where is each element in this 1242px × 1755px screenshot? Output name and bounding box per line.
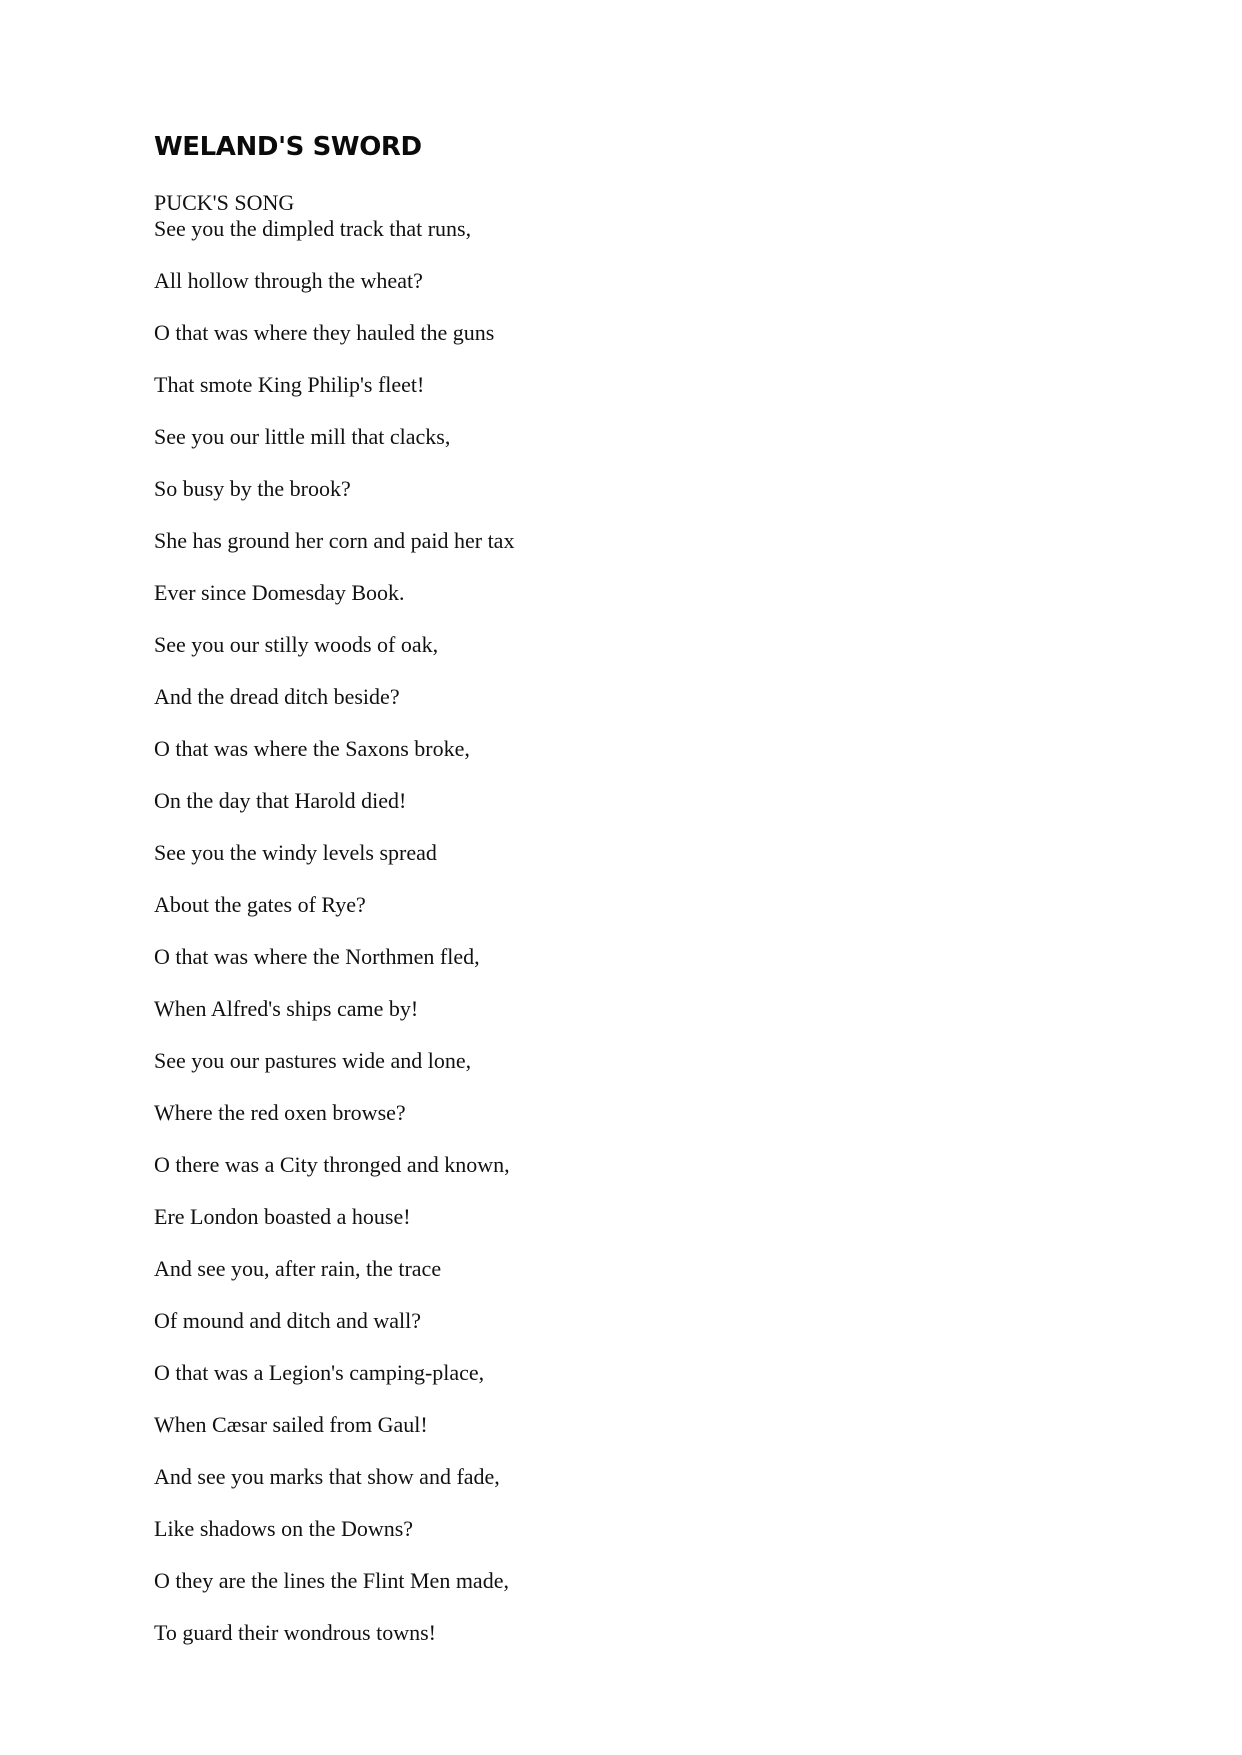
poem-line: Ever since Domesday Book. bbox=[154, 580, 405, 605]
poem-line: See you the dimpled track that runs, bbox=[154, 216, 472, 241]
poem-line: That smote King Philip's fleet! bbox=[154, 372, 425, 397]
poem-line: See you our little mill that clacks, bbox=[154, 424, 451, 449]
poem-line: O they are the lines the Flint Men made, bbox=[154, 1568, 509, 1593]
poem-line: Ere London boasted a house! bbox=[154, 1204, 411, 1229]
poem-line: See you our pastures wide and lone, bbox=[154, 1048, 472, 1073]
poem-line: O that was a Legion's camping-place, bbox=[154, 1360, 485, 1385]
poem-line: And see you, after rain, the trace bbox=[154, 1256, 442, 1281]
poem-line: And the dread ditch beside? bbox=[154, 684, 400, 709]
poem-line: See you our stilly woods of oak, bbox=[154, 632, 439, 657]
poem-line: O that was where the Saxons broke, bbox=[154, 736, 470, 761]
poem-line: So busy by the brook? bbox=[154, 476, 351, 501]
page-title: WELAND'S SWORD bbox=[154, 132, 422, 162]
poem-line: On the day that Harold died! bbox=[154, 788, 407, 813]
poem-line: And see you marks that show and fade, bbox=[154, 1464, 500, 1489]
poem-line: See you the windy levels spread bbox=[154, 840, 437, 865]
poem-line: Like shadows on the Downs? bbox=[154, 1516, 414, 1541]
poem-line: All hollow through the wheat? bbox=[154, 268, 423, 293]
poem-lines bbox=[154, 216, 954, 1672]
poem-title: PUCK'S SONG bbox=[154, 190, 295, 215]
poem-line: When Alfred's ships came by! bbox=[154, 996, 419, 1021]
poem-line: About the gates of Rye? bbox=[154, 892, 366, 917]
poem-line: O there was a City thronged and known, bbox=[154, 1152, 510, 1177]
poem-line: O that was where the Northmen fled, bbox=[154, 944, 480, 969]
poem-line: Of mound and ditch and wall? bbox=[154, 1308, 421, 1333]
poem-line: Where the red oxen browse? bbox=[154, 1100, 406, 1125]
poem-line: To guard their wondrous towns! bbox=[154, 1620, 436, 1645]
poem-line: O that was where they hauled the guns bbox=[154, 320, 495, 345]
poem-line: She has ground her corn and paid her tax bbox=[154, 528, 515, 553]
poem-line: When Cæsar sailed from Gaul! bbox=[154, 1412, 428, 1437]
